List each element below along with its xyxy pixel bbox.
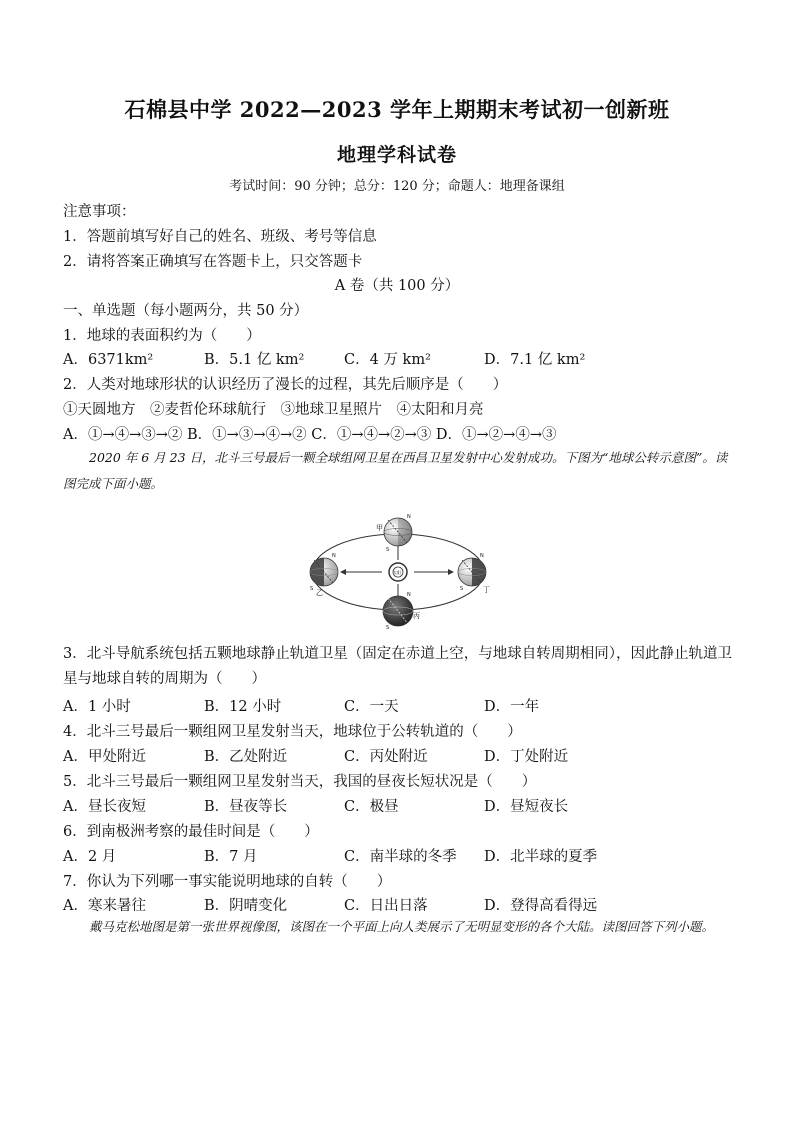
- q4-option-a[interactable]: A．甲处附近: [63, 749, 146, 765]
- q4-option-d[interactable]: D．丁处附近: [484, 749, 569, 765]
- label-n-bottom: N: [407, 592, 411, 598]
- q2-options[interactable]: A．①→④→③→② B．①→③→④→② C．①→④→②→③ D．①→②→④→③: [63, 427, 557, 443]
- passage-1: 2020 年 6 月 23 日，北斗三号最后一颗全球组网卫星在西昌卫星发射中心发射成功。下图为“地球公转示意图”。读图完成下面小题。: [63, 450, 728, 491]
- earth-bing-icon: [383, 596, 413, 626]
- q7-stem: 7．你认为下列哪一事实能说明地球的自转（ ）: [63, 874, 392, 890]
- q1-option-c[interactable]: C．4 万 km²: [344, 352, 431, 368]
- q1-option-b[interactable]: B．5.1 亿 km²: [204, 352, 305, 368]
- q5-option-b[interactable]: B．昼夜等长: [204, 799, 288, 815]
- label-s-top: S: [386, 547, 390, 553]
- q6-option-c[interactable]: C．南半球的冬季: [344, 849, 457, 865]
- notes-heading: 注意事项：: [63, 204, 136, 220]
- earth-ding-icon: [458, 558, 486, 586]
- exam-meta: 考试时间：90 分钟；总分：120 分；命题人：地理备课组: [229, 179, 565, 194]
- q1-option-d[interactable]: D．7.1 亿 km²: [484, 352, 586, 368]
- label-yi: 乙: [316, 589, 323, 597]
- q6-option-b[interactable]: B．7 月: [204, 849, 258, 865]
- q4-option-b[interactable]: B．乙处附近: [204, 749, 288, 765]
- q3-stem: 3．北斗导航系统包括五颗地球静止轨道卫星（固定在赤道上空，与地球自转周期相同），因此静止轨道卫星与地球自转的周期为（ ）: [63, 646, 732, 687]
- exam-subtitle: 地理学科试卷: [336, 144, 457, 166]
- q7-option-c[interactable]: C．日出日落: [344, 898, 428, 914]
- q6-option-a[interactable]: A．2 月: [63, 849, 117, 865]
- section-a-heading: A 卷（共 100 分）: [334, 278, 460, 294]
- label-ding: 丁: [483, 586, 490, 594]
- earth-yi-icon: [310, 558, 338, 586]
- label-sun: 太阳: [393, 570, 401, 575]
- earth-jia-icon: [384, 518, 412, 546]
- q7-option-a[interactable]: A．寒来暑往: [63, 898, 146, 914]
- label-n-right: N: [480, 553, 484, 559]
- q1-option-a[interactable]: A．6371km²: [63, 352, 154, 368]
- label-n-top: N: [407, 514, 411, 520]
- note-item-2: 2．请将答案正确填写在答题卡上，只交答题卡: [63, 254, 363, 270]
- q6-option-d[interactable]: D．北半球的夏季: [484, 849, 598, 865]
- q5-option-a[interactable]: A．昼长夜短: [63, 799, 146, 815]
- exam-title: 石棉县中学 2022—2023 学年上期期末考试初一创新班: [124, 97, 670, 122]
- q3-option-c[interactable]: C．一天: [344, 699, 399, 715]
- q4-stem: 4．北斗三号最后一颗组网卫星发射当天，地球位于公转轨道的（ ）: [63, 724, 522, 740]
- q3-option-d[interactable]: D．一年: [484, 699, 540, 715]
- q7-option-b[interactable]: B．阴晴变化: [204, 898, 288, 914]
- note-item-1: 1．答题前填写好自己的姓名、班级、考号等信息: [63, 229, 377, 245]
- q3-option-a[interactable]: A．1 小时: [63, 699, 131, 715]
- passage-2: 戴马克松地图是第一张世界视像图，该图在一个平面上向人类展示了无明显变形的各个大陆。读图回答下列小题。: [89, 919, 715, 934]
- label-s-right: S: [460, 586, 464, 592]
- label-jia: 甲: [376, 524, 383, 532]
- q6-stem: 6．到南极洲考察的最佳时间是（ ）: [63, 824, 319, 840]
- part-one-heading: 一、单选题（每小题两分，共 50 分）: [63, 303, 309, 319]
- q7-option-d[interactable]: D．登得高看得远: [484, 898, 598, 914]
- q5-stem: 5．北斗三号最后一颗组网卫星发射当天，我国的昼夜长短状况是（ ）: [63, 774, 537, 790]
- q5-option-d[interactable]: D．昼短夜长: [484, 799, 569, 815]
- earth-revolution-diagram: [300, 514, 496, 634]
- label-n-left: N: [332, 553, 336, 559]
- q3-option-b[interactable]: B．12 小时: [204, 699, 282, 715]
- label-s-bottom: S: [386, 625, 390, 631]
- label-s-left: S: [310, 586, 314, 592]
- label-bing: 丙: [413, 612, 420, 620]
- q2-stem: 2．人类对地球形状的认识经历了漫长的过程，其先后顺序是（ ）: [63, 377, 508, 393]
- q5-option-c[interactable]: C．极昼: [344, 799, 399, 815]
- q2-items: ①天圆地方 ②麦哲伦环球航行 ③地球卫星照片 ④太阳和月亮: [63, 402, 484, 418]
- q4-option-c[interactable]: C．丙处附近: [344, 749, 428, 765]
- q1-stem: 1．地球的表面积约为（ ）: [63, 328, 261, 344]
